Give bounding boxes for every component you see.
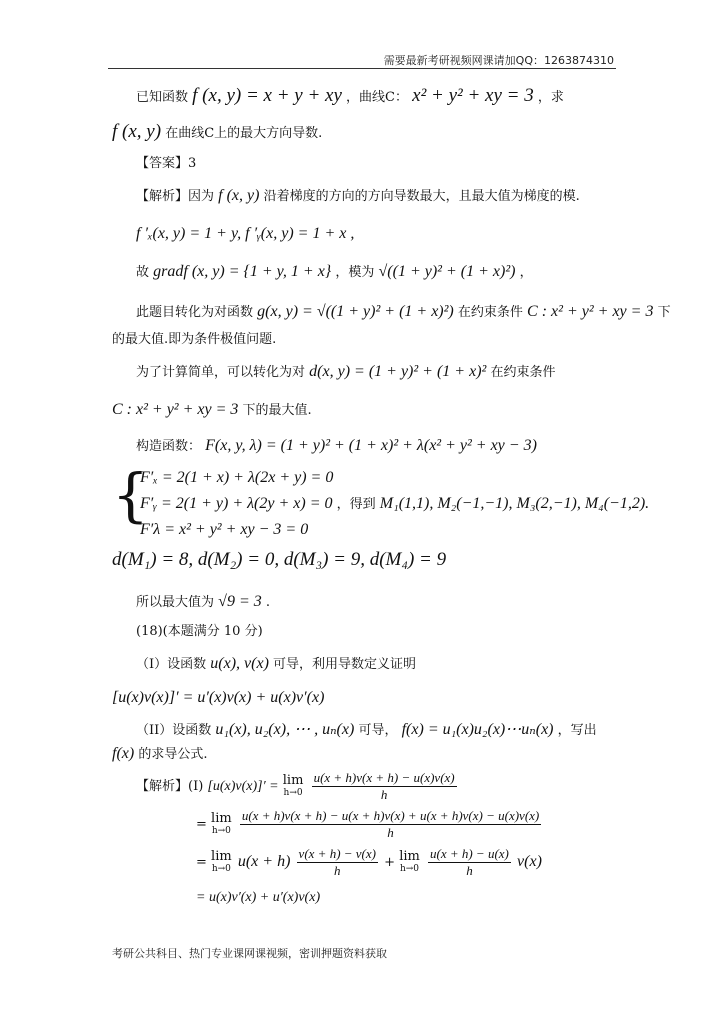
fraction: $\frac{u(x + h) - u(x)}{h}$ [429, 846, 509, 878]
limit-operator: lim h→0 [211, 848, 232, 874]
system-eq-1: F′ₓ = 2(1 + x) + λ(2x + y) = 0 [140, 469, 334, 486]
derivation-row-1: 【解析】(I) [u(x)v(x)]′ = lim h→0 $\frac{u(x + h)v(x + h) - u(x)v(x)}{h}$ [136, 770, 455, 802]
header-text: 需要最新考研视频网课请加QQ：1263874310 [383, 54, 614, 67]
footer-text: 考研公共科目、热门专业课网课视频，密训押题资料获取 [112, 947, 387, 960]
limit-operator: lim h→0 [399, 848, 420, 874]
system-brace: { [112, 461, 149, 529]
system-eq-2: F′ᵧ = 2(1 + y) + λ(2y + x) = 0 ，得到 M₁(1,1), M₂(−1,−1), M₃(2,−1), M₄(−1,2). [140, 495, 650, 512]
derivation-row-2: = lim h→0 $\frac{u(x + h)v(x + h) - u(x + h)v(x) + u(x + h)v(x) - u(x)v(x)}{h}$ [196, 808, 540, 840]
fraction: $\frac{v(x + h) - v(x)}{h}$ [298, 846, 376, 878]
limit-operator: lim h→0 [211, 810, 232, 836]
fraction: $\frac{u(x + h)v(x + h) - u(x)v(x)}{h}$ [313, 770, 455, 802]
partial-derivatives: f ′ₓ(x, y) = 1 + y, f ′ᵧ(x, y) = 1 + x , [136, 225, 355, 242]
limit-operator: lim h→0 [282, 772, 304, 798]
system-eq-3: F′λ = x² + y² + xy − 3 = 0 [140, 521, 309, 538]
problem-line-2: f (x, y) 在曲线C上的最大方向导数. [112, 121, 323, 142]
conclusion: 所以最大值为 √9 = 3 . [136, 593, 271, 610]
derivation-row-4: = u(x)v′(x) + u′(x)v(x) [196, 890, 321, 905]
simplify-line-1: 为了计算简单，可以转化为对 d(x, y) = (1 + y)² + (1 + x)² 在约束条件 [136, 363, 556, 380]
problem-18-part1: （I）设函数 u(x), v(x) 可导，利用导数定义证明 [136, 655, 417, 672]
d-values: d(M₁) = 8, d(M₂) = 0, d(M₃) = 9, d(M₄) = 9 [112, 549, 447, 570]
problem-18-part2: （II）设函数 u₁(x), u₂(x), ⋯ , uₙ(x) 可导， f(x) = u₁(x)u₂(x)⋯uₙ(x) ，写出 [136, 721, 597, 738]
problem-18-part2-line2: f(x) 的求导公式. [112, 745, 208, 762]
gradient-line: 故 gradf (x, y) = {1 + y, 1 + x} ，模为 √((1 + y)² + (1 + x)²) ， [136, 263, 533, 280]
convert-line-1: 此题目转化为对函数 g(x, y) = √((1 + y)² + (1 + x)²) 在约束条件 C : x² + y² + xy = 3 下 [136, 303, 671, 320]
header-rule [108, 68, 616, 69]
problem-18-part1-formula: [u(x)v(x)]′ = u′(x)v(x) + u(x)v′(x) [112, 689, 325, 706]
construct-line: 构造函数： F(x, y, λ) = (1 + y)² + (1 + x)² + λ(x² + y² + xy − 3) [136, 437, 537, 454]
convert-line-2: 的最大值.即为条件极值问题. [112, 332, 277, 347]
problem-line-1: 已知函数 f (x, y) = x + y + xy ，曲线C： x² + y² + xy = 3 ，求 [136, 85, 564, 106]
derivation-row-3: = lim h→0 u(x + h) $\frac{v(x + h) - v(x)}{h}$ + lim h→0 $\frac{u(x + h) - u(x)}{h}$ v(x) [196, 846, 542, 878]
analysis-line: 【解析】因为 f (x, y) 沿着梯度的方向的方向导数最大，且最大值为梯度的模. [136, 187, 580, 204]
fraction: $\frac{u(x + h)v(x + h) - u(x + h)v(x) + u(x + h)v(x) - u(x)v(x)}{h}$ [241, 808, 540, 840]
curve-equation: x² + y² + xy = 3 [412, 85, 534, 106]
function-f: f (x, y) = x + y + xy [192, 85, 342, 106]
answer: 【答案】3 [136, 156, 197, 171]
simplify-line-2: C : x² + y² + xy = 3 下的最大值. [112, 401, 312, 418]
problem-18-title: (18)(本题满分 10 分) [136, 624, 263, 639]
